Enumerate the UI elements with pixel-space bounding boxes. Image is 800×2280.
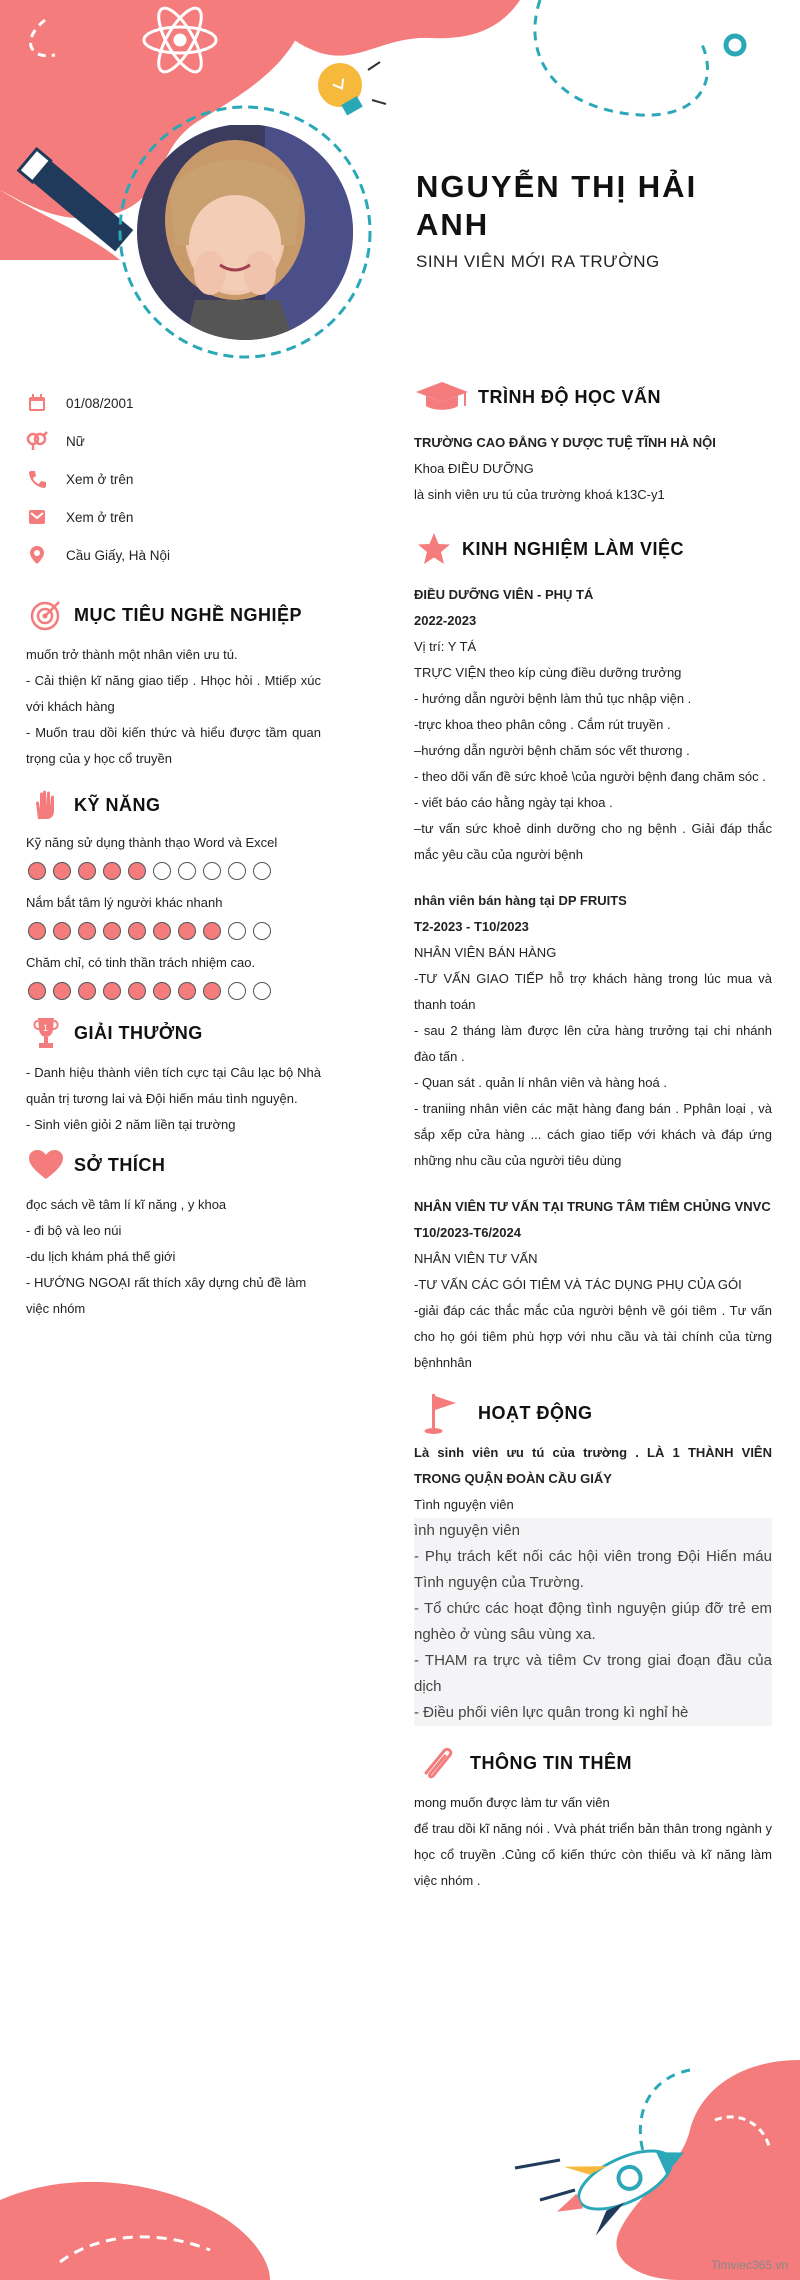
job-line: –tư vấn sức khoẻ dinh dưỡng cho ng bệnh . Giải đáp thắc mắc yêu cầu của người bệnh	[414, 821, 772, 862]
rating-dot-empty	[203, 862, 221, 880]
hobby-line: - HƯỚNG NGOẠI rất thích xây dựng chủ đề làm việc nhóm	[26, 1275, 307, 1316]
skills-header	[26, 786, 321, 824]
birthday-value: 01/08/2001	[66, 395, 134, 411]
rating-dot-filled	[78, 922, 96, 940]
job-line: NHÂN VIÊN BÁN HÀNG	[414, 945, 557, 960]
gender-icon	[26, 430, 48, 452]
award-line: - Sinh viên giỏi 2 năm liền tại trường	[26, 1117, 236, 1132]
rating-dot-empty	[228, 982, 246, 1000]
avatar	[115, 125, 370, 345]
rating-dot-filled	[53, 862, 71, 880]
rating-dot-empty	[228, 862, 246, 880]
location-value: Cầu Giấy, Hà Nội	[66, 547, 171, 563]
objective-title: MỤC TIÊU NGHỀ NGHIỆP	[74, 604, 303, 625]
email-value: Xem ở trên	[66, 509, 134, 525]
job-line: TRỰC VIỆN theo kíp cùng điều dưỡng trưởng	[414, 665, 682, 680]
job-entry	[414, 1194, 772, 1376]
phone-value: Xem ở trên	[66, 471, 134, 487]
more-info-line: mong muốn được làm tư vấn viên	[414, 1795, 610, 1810]
job-period: T10/2023-T6/2024	[414, 1225, 521, 1240]
education-line: Khoa ĐIỀU DƯỠNG	[414, 461, 534, 476]
gender-value: Nữ	[66, 433, 85, 449]
rating-dot-filled	[153, 922, 171, 940]
rating-dot-filled	[178, 922, 196, 940]
job-line: –hướng dẫn người bệnh chăm sóc vết thương .	[414, 743, 690, 758]
activity-line: ình nguyện viên	[414, 1518, 772, 1544]
job-period: 2022-2023	[414, 613, 477, 628]
rating-dot-filled	[128, 922, 146, 940]
awards-title: GIẢI THƯỞNG	[74, 1022, 203, 1043]
more-info-header	[414, 1744, 772, 1782]
rating-dot-filled	[203, 982, 221, 1000]
rating-dot-filled	[28, 922, 46, 940]
more-info-line: để trau dồi kĩ năng nói . Vvà phát triển bản thân trong ngành y học cổ truyền .Củng cố kiến thức còn thiếu và kĩ năng làm việc nhóm .	[414, 1821, 772, 1888]
education-title: TRÌNH ĐỘ HỌC VẤN	[478, 386, 661, 407]
watermark: Timviec365.vn	[711, 2258, 788, 2272]
job-line: -giải đáp các thắc mắc của người bệnh về gói tiêm . Tư vấn cho họ gói tiêm phù hợp với nhu cầu và tài chính của từng bệnhnhân	[414, 1303, 772, 1370]
job-role: ĐIỀU DƯỠNG VIÊN - PHỤ TÁ	[414, 587, 594, 602]
job-line: -TƯ VẤN GIAO TIẾP hỗ trợ khách hàng trong lúc mua và thanh toán	[414, 971, 772, 1012]
awards-text	[26, 1060, 321, 1138]
job-entry	[414, 888, 772, 1174]
job-line: - Quan sát . quản lí nhân viên và hàng hoá .	[414, 1075, 667, 1090]
rating-dot-filled	[128, 862, 146, 880]
education-line: là sinh viên ưu tú của trường khoá k13C-y1	[414, 487, 665, 502]
rating-dot-empty	[153, 862, 171, 880]
activities-heading: Là sinh viên ưu tú của trường . LÀ 1 THÀNH VIÊN TRONG QUẬN ĐOÀN CẦU GIẤY	[414, 1445, 772, 1486]
education-header	[414, 378, 772, 416]
rating-dot-filled	[78, 862, 96, 880]
hobbies-title: SỞ THÍCH	[74, 1154, 166, 1175]
rating-dot-empty	[253, 922, 271, 940]
hobbies-header	[26, 1146, 321, 1184]
skill-label: Nắm bắt tâm lý người khác nhanh	[26, 895, 223, 910]
location-icon	[26, 544, 48, 566]
experience-header	[414, 530, 772, 568]
objective-line: muốn trở thành một nhân viên ưu tú.	[26, 647, 238, 662]
skill-rating	[28, 982, 321, 1000]
rating-dot-filled	[78, 982, 96, 1000]
flag-icon	[414, 1394, 470, 1432]
more-info-title: THÔNG TIN THÊM	[470, 1752, 632, 1773]
activities-text	[414, 1440, 772, 1726]
hobby-line: đọc sách về tâm lí kĩ năng , y khoa	[26, 1197, 227, 1212]
job-line: -TƯ VẤN CÁC GÓI TIÊM VÀ TÁC DỤNG PHỤ CỦA GÓI	[414, 1277, 742, 1292]
rating-dot-filled	[153, 982, 171, 1000]
rating-dot-filled	[178, 982, 196, 1000]
contact-phone	[26, 460, 321, 498]
rating-dot-empty	[253, 862, 271, 880]
rating-dot-filled	[53, 982, 71, 1000]
activities-header	[414, 1394, 772, 1432]
hand-icon	[26, 786, 66, 824]
paperclip-icon	[414, 1744, 462, 1782]
activity-line: - Phụ trách kết nối các hội viên trong Đội Hiến máu Tình nguyện của Trường.	[414, 1544, 772, 1596]
objective-line: - Muốn trau dồi kiến thức và hiểu được tầm quan trọng của y học cổ truyền	[26, 725, 321, 766]
skill-rating	[28, 862, 321, 880]
rating-dot-filled	[103, 862, 121, 880]
experience-title: KINH NGHIỆM LÀM VIỆC	[462, 538, 685, 559]
skill-rating	[28, 922, 321, 940]
rating-dot-empty	[228, 922, 246, 940]
more-info-text	[414, 1790, 772, 1894]
skill-label: Chăm chỉ, có tinh thần trách nhiệm cao.	[26, 955, 256, 970]
awards-header	[26, 1014, 321, 1052]
education-text	[414, 430, 772, 508]
lightbulb-icon	[310, 55, 374, 122]
heart-icon	[26, 1146, 66, 1184]
rating-dot-empty	[178, 862, 196, 880]
contact-location	[26, 536, 321, 574]
rating-dot-filled	[128, 982, 146, 1000]
job-line: - hướng dẫn người bệnh làm thủ tục nhập viện .	[414, 691, 692, 706]
rating-dot-filled	[53, 922, 71, 940]
activity-line: - Điều phối viên lực quân trong kì nghỉ hè	[414, 1700, 772, 1726]
svg-text:1: 1	[43, 1023, 49, 1033]
right-column	[414, 378, 772, 1894]
award-line: - Danh hiệu thành viên tích cực tại Câu lạc bộ Nhà quản trị tương lai và Đội hiến máu tình nguyện.	[26, 1065, 321, 1106]
rating-dot-filled	[103, 922, 121, 940]
job-line: - viết báo cáo hằng ngày tại khoa .	[414, 795, 613, 810]
candidate-subtitle: SINH VIÊN MỚI RA TRƯỜNG	[416, 252, 660, 271]
contact-birthday	[26, 384, 321, 422]
rating-dot-empty	[253, 982, 271, 1000]
job-role: NHÂN VIÊN TƯ VẤN TẠI TRUNG TÂM TIÊM CHỦNG VNVC	[414, 1199, 771, 1214]
rating-dot-filled	[28, 862, 46, 880]
candidate-name: NGUYỄN THỊ HẢI ANH	[416, 169, 698, 242]
contact-gender	[26, 422, 321, 460]
star-icon	[414, 530, 454, 568]
school-name: TRƯỜNG CAO ĐẲNG Y DƯỢC TUỆ TĨNH HÀ NỘI	[414, 435, 716, 450]
contact-email	[26, 498, 321, 536]
rating-dot-filled	[103, 982, 121, 1000]
rating-dot-filled	[28, 982, 46, 1000]
activity-line: - Tổ chức các hoạt động tình nguyện giúp đỡ trẻ em nghèo ở vùng sâu vùng xa.	[414, 1596, 772, 1648]
job-line: -trực khoa theo phân công . Cắm rút truyền .	[414, 717, 671, 732]
target-icon	[26, 596, 66, 634]
skill-item	[26, 832, 321, 880]
hobbies-text	[26, 1192, 321, 1322]
job-role: nhân viên bán hàng tại DP FRUITS	[414, 893, 627, 908]
graduation-cap-icon	[414, 378, 470, 416]
skill-label: Kỹ năng sử dụng thành thạo Word và Excel	[26, 835, 278, 850]
job-line: - theo dõi vấn đề sức khoẻ \của người bệnh đang chăm sóc .	[414, 769, 766, 784]
rating-dot-filled	[203, 922, 221, 940]
objective-text	[26, 642, 321, 772]
job-period: T2-2023 - T10/2023	[414, 919, 529, 934]
email-icon	[26, 506, 48, 528]
job-line: - sau 2 tháng làm được lên cửa hàng trưởng tại chi nhánh đào tấn .	[414, 1023, 772, 1064]
objective-header	[26, 596, 321, 634]
job-line: - traniing nhân viên các mặt hàng đang bán . Pphân loại , và sắp xếp cửa hàng ... cách giao tiếp với khách và đáp ứng những nhu cầu của người tiêu dùng	[414, 1101, 772, 1168]
skill-item	[26, 892, 321, 940]
objective-line: - Cải thiện kĩ năng giao tiếp . Hhọc hỏi . Mtiếp xúc với khách hàng	[26, 673, 321, 714]
job-line: NHÂN VIÊN TƯ VẤN	[414, 1251, 538, 1266]
calendar-icon	[26, 392, 48, 414]
skill-item	[26, 952, 321, 1000]
activity-line: - THAM ra trực và tiêm Cv trong giai đoạn đầu của dịch	[414, 1648, 772, 1700]
trophy-icon	[26, 1014, 66, 1052]
skills-title: KỸ NĂNG	[74, 794, 161, 815]
job-entry	[414, 582, 772, 868]
hobby-line: -du lịch khám phá thế giới	[26, 1249, 176, 1264]
activities-title: HOẠT ĐỘNG	[478, 1402, 593, 1423]
job-line: Vị trí: Y TÁ	[414, 639, 477, 654]
activities-role: Tình nguyện viên	[414, 1497, 514, 1512]
left-column	[26, 384, 321, 1322]
phone-icon	[26, 468, 48, 490]
hobby-line: - đi bộ và leo núi	[26, 1223, 122, 1238]
